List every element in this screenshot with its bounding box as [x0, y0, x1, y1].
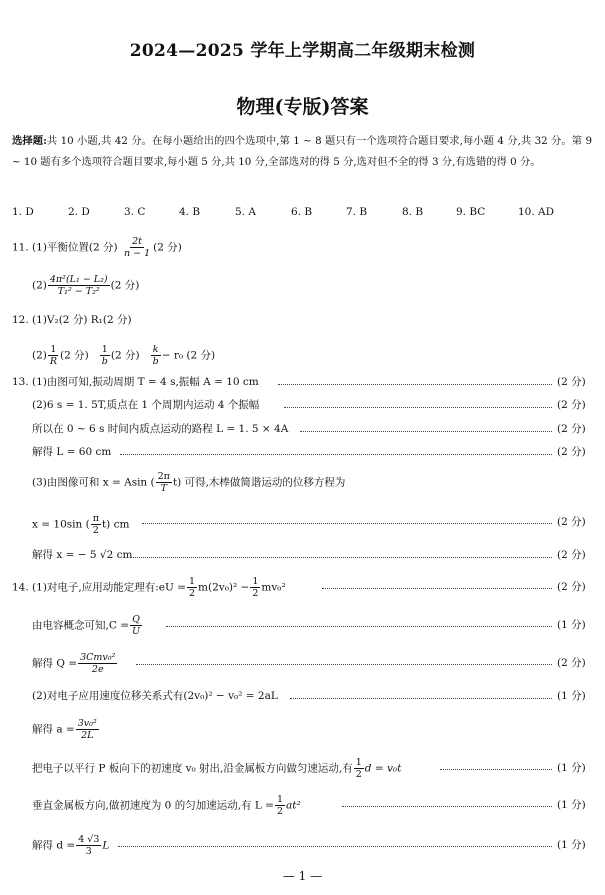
- dot-leader: [166, 626, 552, 627]
- q14-line: 由电容概念可知,C = $\frac{Q}{U}$ (1 分): [32, 614, 586, 637]
- dot-leader: [278, 384, 552, 385]
- dot-leader: [300, 431, 552, 432]
- points-label: (2 分): [557, 446, 586, 458]
- dot-leader: [142, 523, 552, 524]
- q14-line: 14. (1)对电子,应用动能定理有:eU = $\frac{1}{2}$ m(2v₀)² − $\frac{1}{2}$ mv₀² (2 分): [12, 576, 586, 599]
- q12-part1: 12. (1)V₂(2 分) R₁(2 分): [12, 314, 132, 326]
- points-label: (2 分): [557, 657, 586, 669]
- choice-answer: 6. B: [291, 206, 313, 218]
- choice-answer: 9. BC: [456, 206, 486, 218]
- points-label: (1 分): [557, 690, 586, 702]
- choice-answer: 10. AD: [518, 206, 555, 218]
- choice-answer: 1. D: [12, 206, 34, 218]
- choice-answer-row: [12, 206, 597, 222]
- dot-leader: [290, 698, 552, 699]
- q13-line: (2)6 s = 1. 5T,质点在 1 个周期内运动 4 个振幅 (2 分): [32, 399, 586, 411]
- q11-fraction: $\frac{\text{4π²(L₁ − L₂)}}{\text{T₁² − T₂²}}$: [49, 274, 108, 297]
- choice-answer: 5. A: [235, 206, 256, 218]
- q14-fraction: $\frac{1}{2}$: [355, 757, 362, 780]
- choice-answer: 2. D: [68, 206, 90, 218]
- dot-leader: [322, 588, 552, 589]
- points-label: (1 分): [557, 762, 586, 774]
- dot-leader: [284, 407, 552, 408]
- dot-leader: [120, 454, 552, 455]
- q12-fraction: $\frac{1}{b}$: [101, 344, 108, 367]
- points-label: (1 分): [557, 799, 586, 811]
- points-label: (2 分): [557, 581, 586, 593]
- multiple-choice-instructions: [12, 131, 592, 173]
- q11-part2: (2) $\frac{\text{4π²(L₁ − L₂)}}{\text{T₁² − T₂²}}$ (2 分): [32, 274, 140, 297]
- q14-fraction: $\frac{1}{2}$: [276, 794, 284, 817]
- q14-line: 垂直金属板方向,做初速度为 0 的匀加速运动,有 L = $\frac{1}{2}$ at² (1 分): [32, 794, 586, 817]
- q11-part1-text: 11. (1)平衡位置(2 分): [12, 241, 118, 254]
- points-label: (2 分): [557, 376, 586, 388]
- choice-answer: 7. B: [346, 206, 368, 218]
- q14-fraction: $\frac{\text{3v₀²}}{2L}$: [77, 718, 97, 741]
- q13-fraction: $\frac{\pi}{2}$: [92, 513, 99, 536]
- q11-fraction: $\frac{2t}{n - 1}$: [123, 236, 151, 259]
- q13-line: 所以在 0 ~ 6 s 时间内质点运动的路程 L = 1. 5 × 4A (2 分): [32, 423, 586, 435]
- page-title: 2024—2025 学年上学期高二年级期末检测: [129, 41, 476, 61]
- points-label: (2 分): [557, 549, 586, 561]
- q14-fraction: $\frac{1}{2}$: [188, 576, 196, 599]
- points-label: (2 分): [557, 399, 586, 411]
- q14-fraction: $\frac{4 √3}{3}$: [78, 834, 100, 857]
- points-label: (2 分): [557, 516, 586, 528]
- points-label: (2 分): [557, 423, 586, 435]
- q14-fraction: $\frac{1}{2}$: [252, 576, 259, 599]
- choice-answer: 8. B: [402, 206, 424, 218]
- q14-line: 把电子以平行 P 板向下的初速度 v₀ 射出,沿金属板方向做匀速运动,有 $\frac{1}{2}$ d = v₀t (1 分): [32, 757, 586, 780]
- q12-part2: (2) $\frac{1}{R}$ (2 分) $\frac{1}{b}$ (2 分) $\frac{k}{b}$ − r₀ (2 分): [32, 344, 216, 367]
- q13-line: 13. (1)由图可知,振动周期 T = 4 s,振幅 A = 10 cm (2 分): [12, 376, 586, 388]
- q14-fraction: $\frac{Q}{U}$: [132, 614, 141, 637]
- choice-answer: 3. C: [124, 206, 146, 218]
- points-label: (1 分): [557, 619, 586, 631]
- q13-line: 解得 L = 60 cm (2 分): [32, 446, 586, 458]
- instructions-text: 共 10 小题,共 42 分。在每小题给出的四个选项中,第 1 ~ 8 题只有一个选项符合题目要求,每小题 4 分,共 32 分。第 9 ~ 10 题有多个选项符合题目要求,每小题 5 分,共 10 分,全部选对的得 5 分,选对但不全的得 3 分,有选错的得 0 分。: [12, 135, 592, 168]
- dot-leader: [118, 846, 552, 847]
- q11-part1: 11. (1)平衡位置(2 分) $\frac{2t}{n - 1}$ (2 分): [12, 236, 182, 259]
- dot-leader: [136, 664, 552, 665]
- q13-line: (3)由图像可和 x = Asin ( $\frac{2\pi}{T}$ t) 可得,木棒做简谐运动的位移方程为: [32, 471, 346, 494]
- page-number: — 1 —: [282, 869, 323, 883]
- q14-fraction: $\frac{\text{3Cmv₀²}}{2e}$: [80, 652, 116, 675]
- points-label: (1 分): [557, 839, 586, 851]
- dot-leader: [342, 806, 552, 807]
- q13-line: x = 10sin ( $\frac{\pi}{2}$ t) cm (2 分): [32, 513, 586, 536]
- q12-fraction: $\frac{k}{b}$: [152, 344, 159, 367]
- q14-line: 解得 a = $\frac{\text{3v₀²}}{2L}$: [32, 718, 97, 741]
- dot-leader: [130, 557, 552, 558]
- q14-line: (2)对电子应用速度位移关系式有(2v₀)² − v₀² = 2aL (1 分): [32, 690, 586, 702]
- choice-answer: 4. B: [179, 206, 201, 218]
- q13-line: 解得 x = − 5 √2 cm (2 分): [32, 549, 586, 561]
- q12-fraction: $\frac{1}{R}$: [49, 344, 58, 367]
- dot-leader: [440, 769, 552, 770]
- q13-fraction: $\frac{2\pi}{T}$: [157, 471, 170, 494]
- q14-line: 解得 d = $\frac{4 √3}{3}$ L (1 分): [32, 834, 586, 857]
- page-subtitle: 物理(专版)答案: [236, 96, 369, 118]
- q14-line: 解得 Q = $\frac{\text{3Cmv₀²}}{2e}$ (2 分): [32, 652, 586, 675]
- instructions-lead: 选择题:: [12, 135, 47, 147]
